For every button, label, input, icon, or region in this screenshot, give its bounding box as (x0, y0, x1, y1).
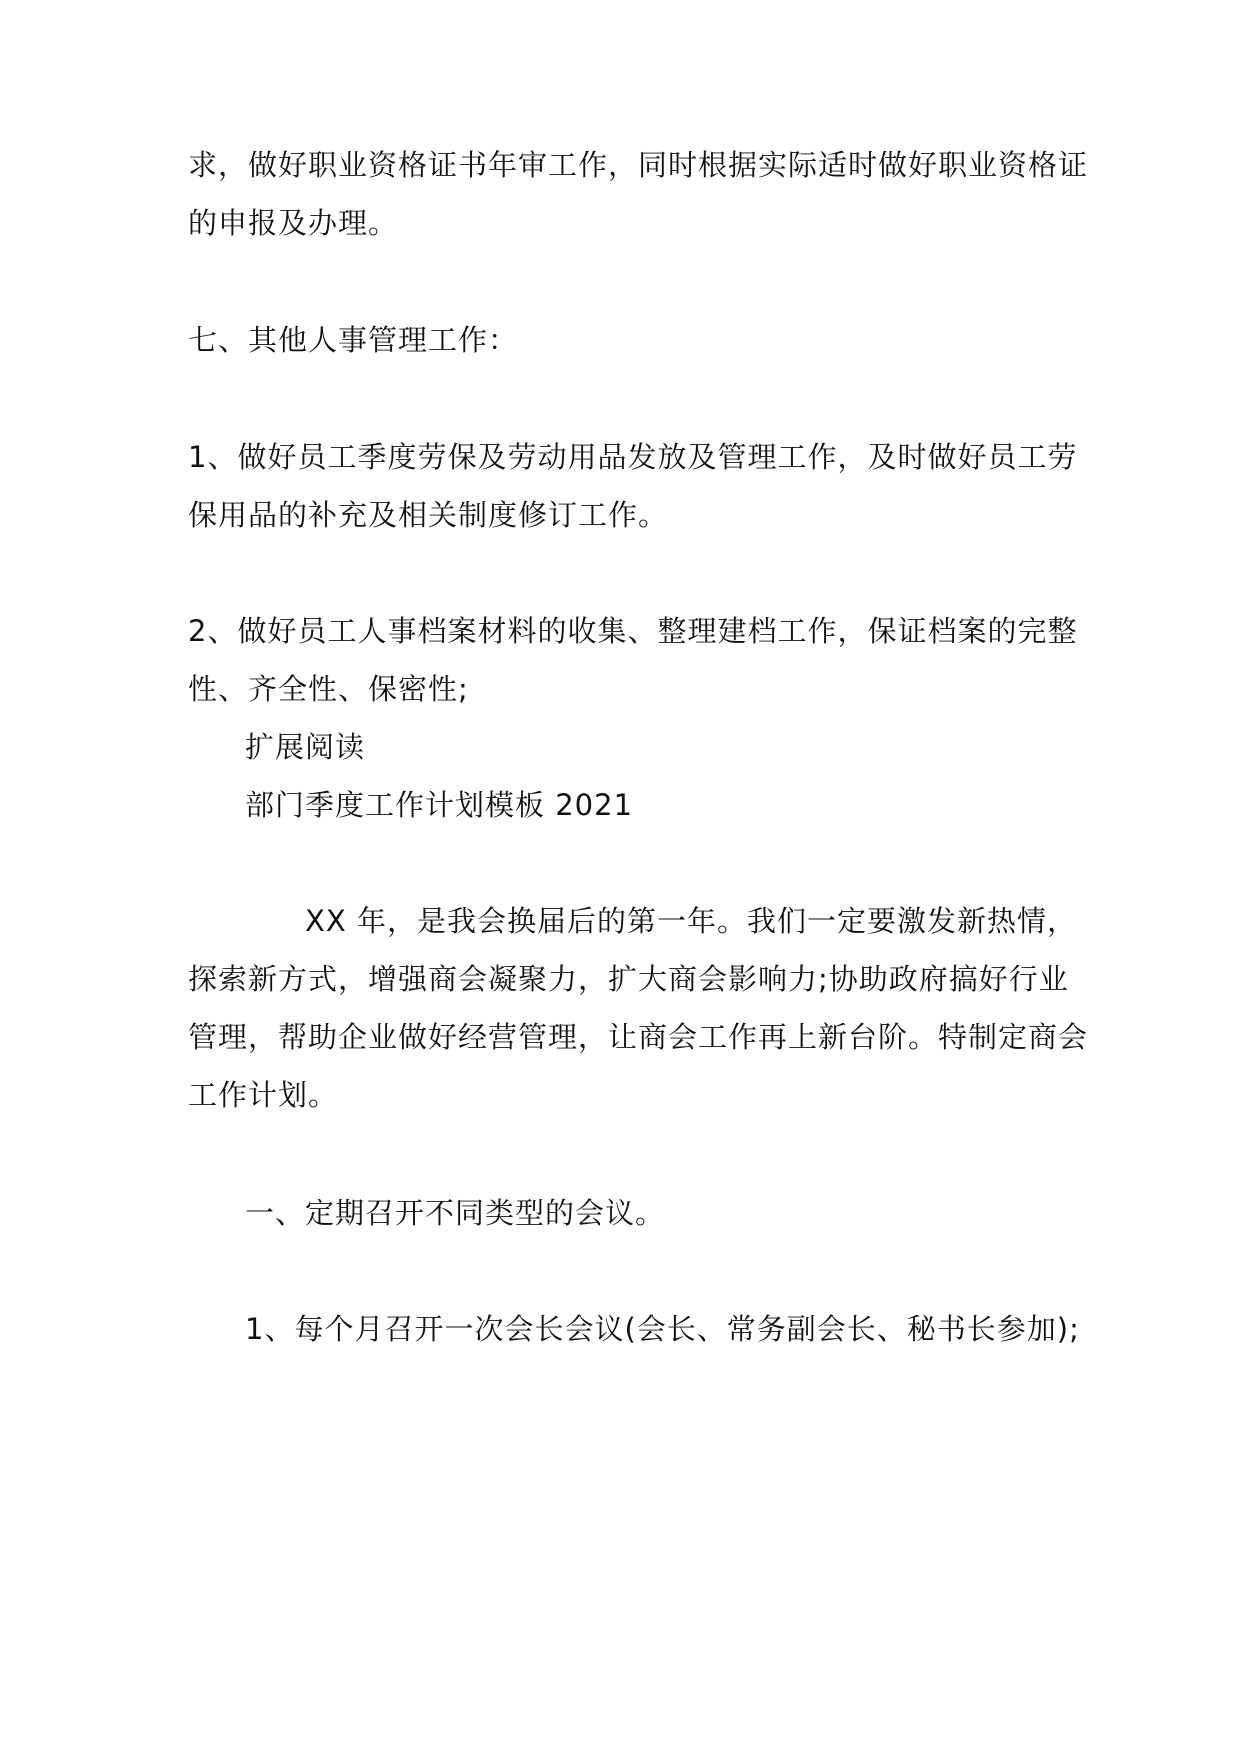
paragraph-line: XX 年，是我会换届后的第一年。我们一定要激发新热情， (305, 904, 1077, 938)
paragraph-line: 工作计划。 (188, 1078, 339, 1112)
section-heading: 七、其他人事管理工作： (188, 323, 519, 357)
extended-reading-label: 扩展阅读 (245, 730, 366, 764)
paragraph-line: 的申报及办理。 (188, 206, 399, 240)
list-item-line: 保用品的补充及相关制度修订工作。 (188, 498, 669, 532)
paragraph-line: 管理，帮助企业做好经营管理，让商会工作再上新台阶。特制定商会 (188, 1020, 1089, 1054)
list-item-line: 1、做好员工季度劳保及劳动用品发放及管理工作，及时做好员工劳 (188, 440, 1078, 474)
list-item-line: 1、每个月召开一次会长会议(会长、常务副会长、秘书长参加); (245, 1312, 1080, 1346)
extended-reading-title: 部门季度工作计划模板 2021 (245, 788, 634, 822)
section-heading: 一、定期召开不同类型的会议。 (245, 1196, 666, 1230)
list-item-line: 性、齐全性、保密性; (188, 672, 469, 706)
paragraph-line: 求，做好职业资格证书年审工作，同时根据实际适时做好职业资格证 (188, 148, 1089, 182)
paragraph-line: 探索新方式，增强商会凝聚力，扩大商会影响力;协助政府搞好行业 (188, 962, 1069, 996)
list-item-line: 2、做好员工人事档案材料的收集、整理建档工作，保证档案的完整 (188, 614, 1078, 648)
